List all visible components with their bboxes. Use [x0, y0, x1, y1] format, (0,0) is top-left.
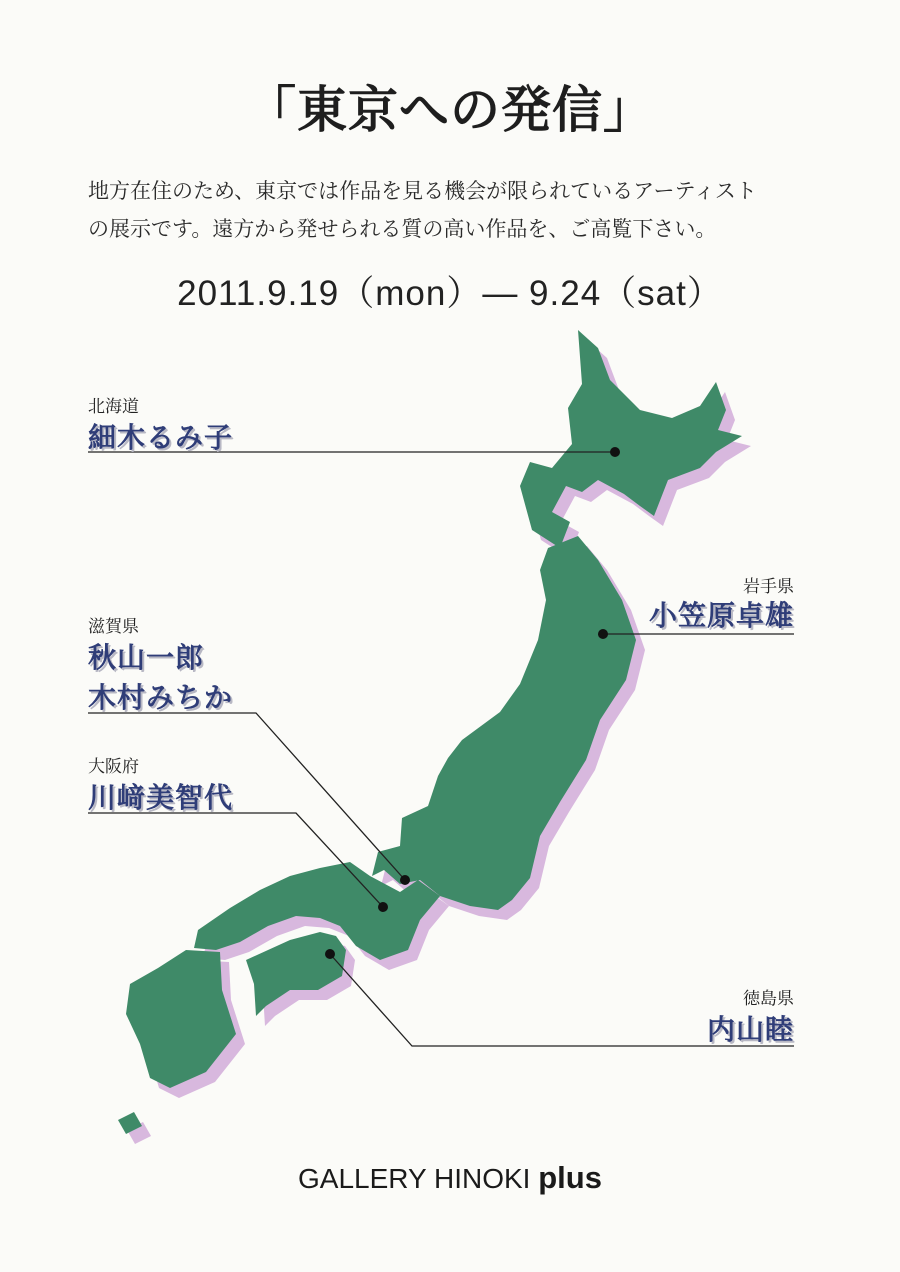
artist-osaka: 川﨑美智代	[88, 781, 234, 814]
page-title: 「東京への発信」	[246, 81, 654, 139]
dot-tokushima	[325, 949, 335, 959]
artist-shiga-2: 木村みちか	[88, 681, 234, 714]
gallery-name: GALLERY HINOKI	[298, 1163, 531, 1194]
artist-hokkaido: 細木るみ子	[88, 421, 234, 454]
dot-shiga	[400, 875, 410, 885]
gallery-logo	[0, 1160, 900, 1196]
prefecture-shiga: 滋賀県	[88, 617, 139, 637]
hokkaido-shape	[520, 330, 742, 548]
artist-tokushima: 内山睦	[706, 1013, 794, 1046]
dot-osaka	[378, 902, 388, 912]
prefecture-hokkaido: 北海道	[88, 397, 139, 417]
dot-hokkaido	[610, 447, 620, 457]
description-line-2: の展示です。遠方から発せられる質の高い作品を、ご高覧下さい。	[88, 217, 717, 241]
exhibition-dates: 2011.9.19（mon）— 9.24（sat）	[177, 274, 723, 313]
prefecture-iwate: 岩手県	[743, 577, 794, 597]
description-line-1: 地方在住のため、東京では作品を見る機会が限られているアーティスト	[88, 179, 757, 203]
artist-iwate: 小笠原卓雄	[648, 599, 794, 632]
artist-shiga-1: 秋山一郎	[88, 641, 205, 674]
prefecture-osaka: 大阪府	[88, 757, 139, 777]
gallery-suffix: plus	[538, 1160, 602, 1195]
prefecture-tokushima: 徳島県	[743, 989, 794, 1009]
honshu-east-shape	[372, 536, 636, 910]
